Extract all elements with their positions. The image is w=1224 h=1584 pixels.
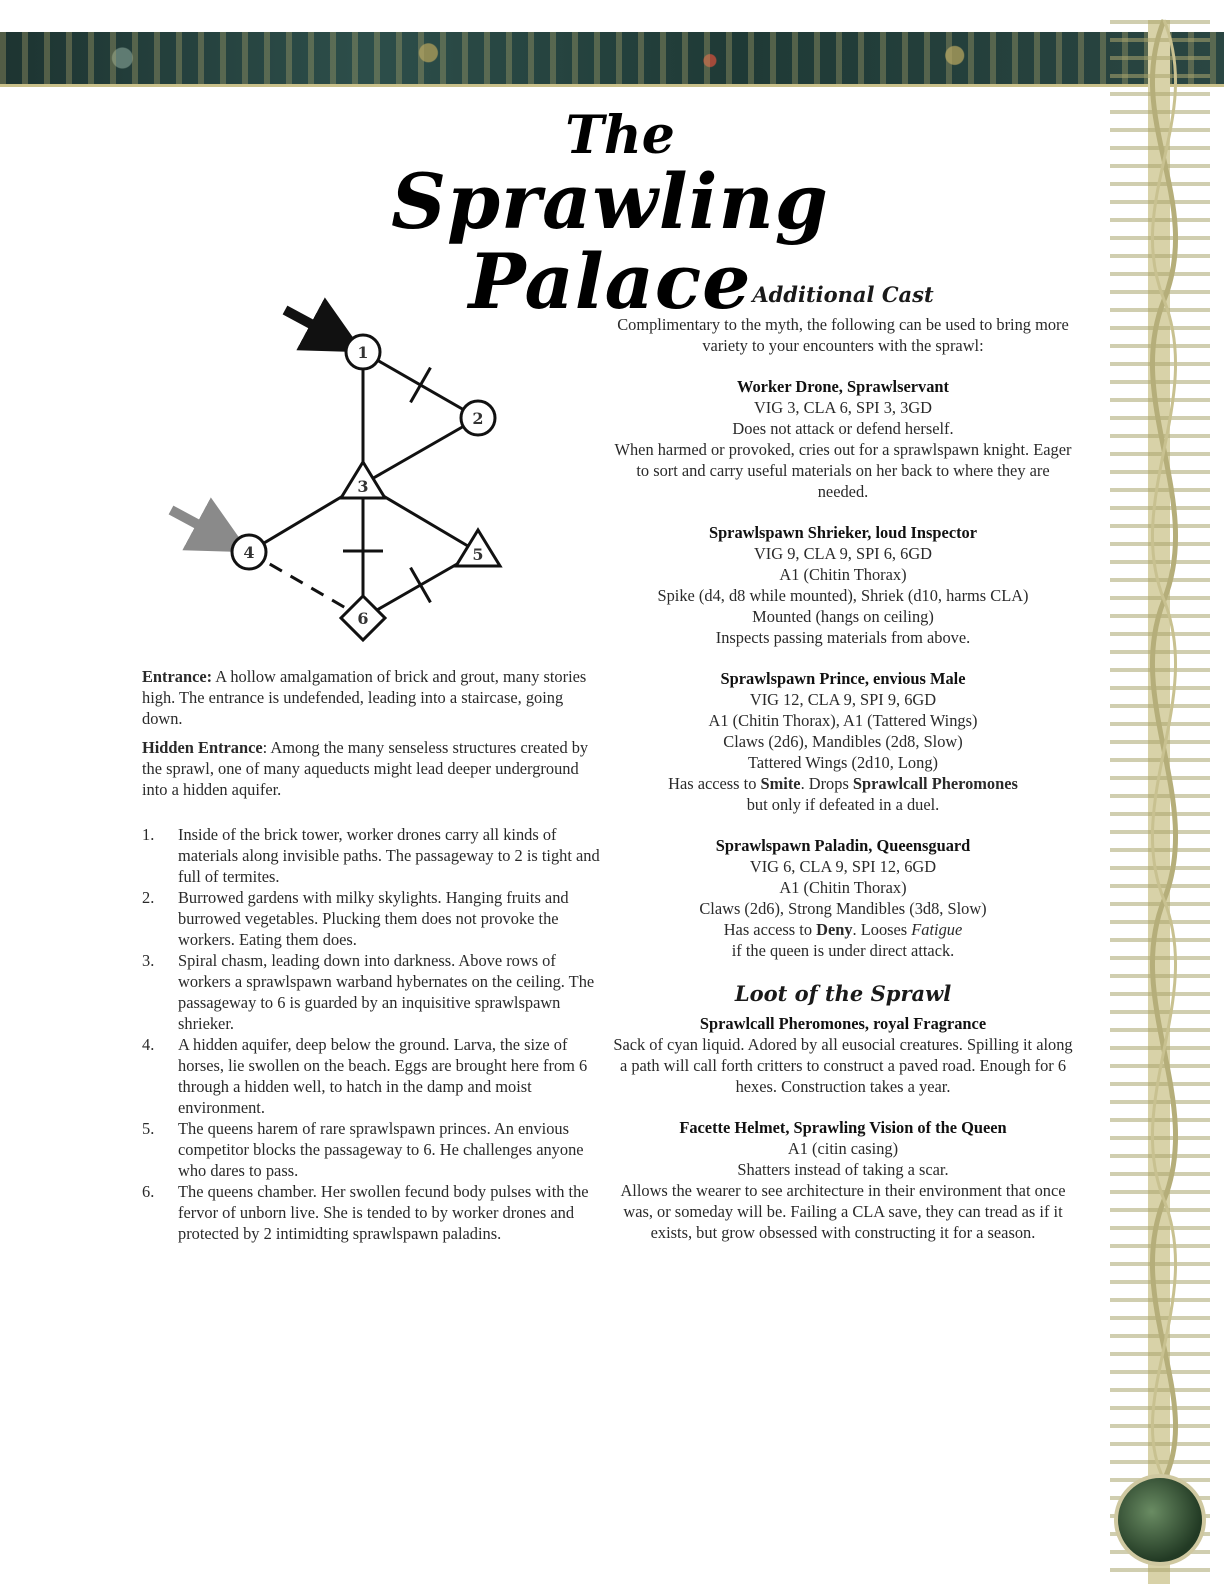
entrance-arrow-1 (285, 310, 337, 338)
passage-2-3 (363, 418, 478, 484)
dungeon-map-diagram (160, 296, 520, 652)
room-label: 1 (357, 343, 369, 362)
entry-line: Shatters instead of taking a scar. (737, 1160, 949, 1179)
blocked-marker-5-6 (411, 568, 431, 603)
paladin-entry (612, 835, 1074, 961)
text-run: . Drops (800, 774, 853, 793)
entry-stats: VIG 3, CLA 6, SPI 3, 3GD (753, 398, 933, 417)
room-node-3 (341, 462, 385, 498)
prince-entry (612, 668, 1074, 815)
entry-name: Sprawlspawn Prince, envious Male (720, 669, 966, 688)
entry-stats: VIG 12, CLA 9, SPI 9, 6GD (749, 690, 937, 709)
room-text: Burrowed gardens with milky skylights. Hanging fruits and burrowed vegetables. Plucking them does not provoke the workers. Eating them does. (178, 888, 569, 949)
entry-line: Tattered Wings (2d10, Long) (748, 753, 938, 772)
entry-attacks: Claws (2d6), Strong Mandibles (3d8, Slow) (699, 899, 987, 918)
room-text: The queens chamber. Her swollen fecund body pulses with the fervor of unborn live. She is tended to by worker drones and protected by 2 intimidting sprawlspawn paladins. (178, 1182, 589, 1243)
passage-4-6 (249, 552, 363, 618)
location-description (142, 666, 604, 1244)
cast-intro: Complimentary to the myth, the following can be used to bring more variety to your encounters with the sprawl: (617, 315, 1069, 355)
cast-heading: Additional Cast (752, 282, 934, 307)
room-number: 2. (142, 888, 155, 907)
room-node-6 (341, 596, 385, 640)
entry-stats: VIG 6, CLA 9, SPI 12, 6GD (749, 857, 937, 876)
ability-deny: Deny (816, 920, 853, 939)
entry-line (612, 919, 1074, 940)
room-item (142, 1118, 604, 1181)
entry-line: Does not attack or defend herself. (732, 419, 954, 438)
entry-name: Sprawlspawn Paladin, Queensguard (715, 836, 971, 855)
entry-armor: A1 (Chitin Thorax) (779, 878, 907, 897)
room-node-2 (461, 401, 495, 435)
entrance-label: Entrance: (142, 667, 213, 686)
text-run: . Looses (852, 920, 912, 939)
entrance-arrow-4 (171, 510, 223, 538)
entry-text: Sack of cyan liquid. Adored by all eusocial creatures. Spilling it along a path will call forth critters to construct a paved road. Enough for 6 hexes. Construction takes a year. (613, 1035, 1073, 1096)
helmet-entry (612, 1117, 1074, 1243)
ornament-orb (1114, 1474, 1206, 1566)
ability-smite: Smite (760, 774, 801, 793)
room-label: 2 (472, 409, 484, 428)
entry-armor: A1 (citin casing) (787, 1139, 899, 1158)
room-item (142, 824, 604, 887)
text-run: Has access to (723, 920, 817, 939)
room-number: 1. (142, 825, 155, 844)
title-line-2: Sprawling Palace (391, 157, 829, 326)
entrance-paragraph (142, 666, 604, 729)
room-item (142, 1181, 604, 1244)
room-node-5 (456, 530, 500, 566)
hidden-entrance-paragraph (142, 737, 604, 800)
loot-heading: Loot of the Sprawl (734, 981, 952, 1006)
entry-stats: VIG 9, CLA 9, SPI 6, 6GD (753, 544, 933, 563)
hidden-entrance-label: Hidden Entrance (142, 738, 263, 757)
entry-attacks: Spike (d4, d8 while mounted), Shriek (d10, harms CLA) (657, 586, 1029, 605)
hidden-entrance-text: : Among the many senseless structures created by the sprawl, one of many aqueducts might lead deeper underground into a hidden aquifer. (142, 738, 589, 799)
room-label: 5 (472, 545, 484, 564)
condition-fatigue: Fatigue (911, 920, 963, 939)
room-text: The queens harem of rare sprawlspawn princes. An envious competitor blocks the passageway to 6. He challenges anyone who dares to pass. (178, 1119, 584, 1180)
entry-name: Facette Helmet, Sprawling Vision of the Queen (679, 1118, 1007, 1137)
room-node-4 (232, 535, 266, 569)
room-item (142, 887, 604, 950)
room-text: Inside of the brick tower, worker drones carry all kinds of materials along invisible paths. The passageway to 2 is tight and full of termites. (178, 825, 600, 886)
entry-name: Sprawlspawn Shrieker, loud Inspector (708, 523, 978, 542)
room-label: 3 (357, 477, 369, 496)
room-number: 4. (142, 1035, 155, 1054)
entry-armor: A1 (Chitin Thorax), A1 (Tattered Wings) (708, 711, 978, 730)
entry-line: but only if defeated in a duel. (746, 795, 940, 814)
text-run: Has access to (668, 774, 761, 793)
room-item (142, 1034, 604, 1118)
room-number: 6. (142, 1182, 155, 1201)
room-node-1 (346, 335, 380, 369)
entrance-text: A hollow amalgamation of brick and grout, many stories high. The entrance is undefended, leading into a staircase, going down. (142, 667, 587, 728)
shrieker-entry (612, 522, 1074, 648)
room-label: 4 (243, 543, 255, 562)
room-text: Spiral chasm, leading down into darkness. Above rows of workers a sprawlspawn warband hybernates on the ceiling. The passageway to 6 is guarded by an inquisitive sprawlspawn shrieker. (178, 951, 595, 1033)
worker-drone-entry (612, 376, 1074, 502)
entry-name: Worker Drone, Sprawlservant (736, 377, 949, 396)
entry-line: Inspects passing materials from above. (715, 628, 971, 647)
entry-line: if the queen is under direct attack. (731, 941, 955, 960)
room-list (142, 824, 604, 1244)
room-label: 6 (357, 609, 369, 628)
pheromones-entry (612, 1013, 1074, 1097)
entry-text: Allows the wearer to see architecture in their environment that once was, or someday will be. Failing a CLA save, they can tread as if it exists, but grow obsessed with constructing it for a season. (620, 1181, 1066, 1242)
room-number: 3. (142, 951, 155, 970)
entry-line: Mounted (hangs on ceiling) (752, 607, 934, 626)
entry-line: When harmed or provoked, cries out for a sprawlspawn knight. Eager to sort and carry useful materials on her back to where they are needed. (614, 440, 1072, 501)
entry-name: Sprawlcall Pheromones, royal Fragrance (699, 1014, 987, 1033)
cast-and-loot (612, 282, 1074, 1263)
ornamental-top-banner (0, 32, 1224, 87)
title-line-1: The (565, 105, 675, 166)
room-number: 5. (142, 1119, 155, 1138)
entry-line (612, 773, 1074, 794)
vine-ornament (1104, 0, 1224, 1584)
blocked-marker-1-2 (411, 368, 431, 403)
room-item (142, 950, 604, 1034)
entry-armor: A1 (Chitin Thorax) (779, 565, 907, 584)
item-pheromones: Sprawlcall Pheromones (852, 774, 1018, 793)
entry-attacks: Claws (2d6), Mandibles (2d8, Slow) (723, 732, 963, 751)
room-text: A hidden aquifer, deep below the ground. Larva, the size of horses, lie swollen on the beach. Eggs are brought here from 6 through a hidden well, to hatch in the damp and moist environment. (178, 1035, 588, 1117)
